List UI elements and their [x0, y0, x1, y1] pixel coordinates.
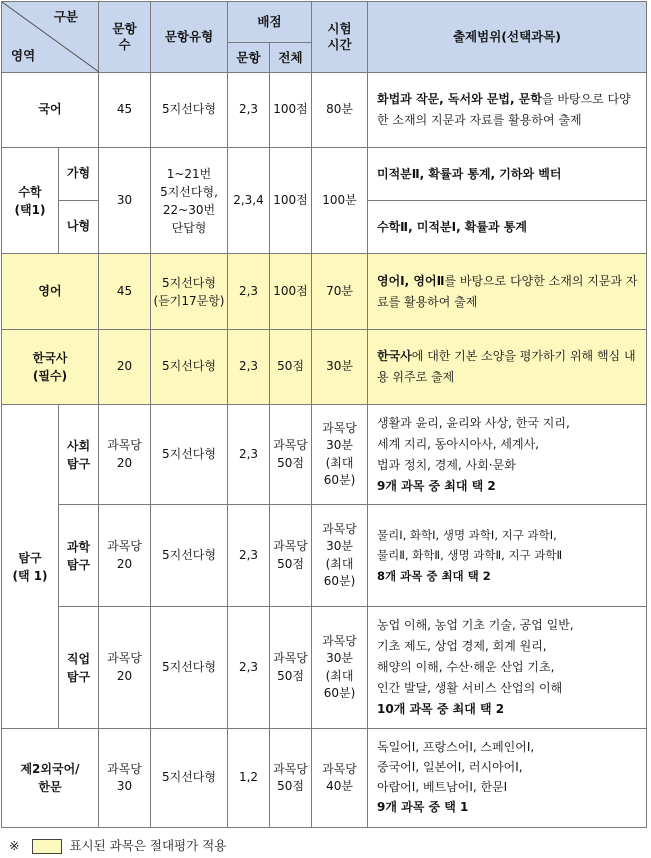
vocational-scope-rule: 10개 과목 중 최대 택 2 [377, 702, 505, 716]
science-scope-subjects: 물리Ⅰ, 화학Ⅰ, 생명 과학Ⅰ, 지구 과학Ⅰ, 물리Ⅱ, 화학Ⅱ, 생명 과학Ⅱ, 지구 과학Ⅱ [377, 528, 563, 563]
english-num: 45 [99, 254, 151, 330]
vocational-scope-subjects: 농업 이해, 농업 기초 기술, 공업 일반, 기초 제도, 상업 경제, 회계 원리, 해양의 이해, 수산·해운 산업 기초, 인간 발달, 생활 서비스 산업의 이해 [377, 618, 574, 695]
history-time: 30분 [312, 330, 368, 405]
history-scope [368, 330, 647, 405]
korean-type: 5지선다형 [151, 73, 228, 148]
english-type: 5지선다형 (듣기17문항) [151, 254, 228, 330]
foreign-scope-subjects: 독일어Ⅰ, 프랑스어Ⅰ, 스페인어Ⅰ, 중국어Ⅰ, 일본어Ⅰ, 러시아어Ⅰ, 아랍어Ⅰ, 베트남어Ⅰ, 한문Ⅰ [377, 740, 535, 794]
category-label: 구분 [53, 9, 78, 24]
math-area: 수학 (택1) [2, 148, 59, 254]
foreign-total: 과목당 50점 [270, 729, 312, 828]
highlight-swatch [32, 839, 62, 854]
math-type: 1~21번 5지선다형, 22~30번 단답형 [151, 148, 228, 254]
foreign-per: 1,2 [228, 729, 270, 828]
math-ga-scope: 미적분Ⅱ, 확률과 통계, 기하와 벡터 [368, 148, 647, 201]
korean-num: 45 [99, 73, 151, 148]
math-num: 30 [99, 148, 151, 254]
math-ga-label: 가형 [59, 148, 99, 201]
vocational-type: 5지선다형 [151, 607, 228, 729]
footnote [9, 836, 226, 854]
english-area: 영어 [2, 254, 99, 330]
history-area: 한국사 (필수) [2, 330, 99, 405]
social-per: 2,3 [228, 405, 270, 505]
math-total: 100점 [270, 148, 312, 254]
history-scope-text: 에 대한 기본 소양을 평가하기 위해 핵심 내용 위주로 출제 [377, 349, 636, 384]
category-area-header [2, 2, 99, 73]
exam-structure-table [1, 1, 647, 828]
english-per: 2,3 [228, 254, 270, 330]
korean-scope-text: 을 바탕으로 다양한 소재의 지문과 자료를 활용하여 출제 [377, 92, 631, 127]
vocational-num: 과목당 20 [99, 607, 151, 729]
points-per-item-header: 문항 [228, 43, 270, 73]
science-total: 과목당 50점 [270, 505, 312, 607]
points-total-header: 전체 [270, 43, 312, 73]
science-per: 2,3 [228, 505, 270, 607]
math-na-scope: 수학Ⅱ, 미적분Ⅰ, 확률과 통계 [368, 201, 647, 254]
science-num: 과목당 20 [99, 505, 151, 607]
social-total: 과목당 50점 [270, 405, 312, 505]
area-label: 영역 [11, 48, 36, 63]
vocational-time: 과목당 30분 (최대 60분) [312, 607, 368, 729]
social-label: 사회 탐구 [59, 405, 99, 505]
math-per: 2,3,4 [228, 148, 270, 254]
korean-per: 2,3 [228, 73, 270, 148]
vocational-per: 2,3 [228, 607, 270, 729]
korean-time: 80분 [312, 73, 368, 148]
english-scope-subjects: 영어Ⅰ, 영어Ⅱ [377, 273, 445, 288]
vocational-total: 과목당 50점 [270, 607, 312, 729]
foreign-scope [368, 729, 647, 828]
vocational-scope [368, 607, 647, 729]
footnote-mark: ※ [9, 838, 20, 853]
history-num: 20 [99, 330, 151, 405]
history-total: 50점 [270, 330, 312, 405]
item-type-header: 문항유형 [151, 2, 228, 73]
science-time: 과목당 30분 (최대 60분) [312, 505, 368, 607]
english-time: 70분 [312, 254, 368, 330]
korean-total: 100점 [270, 73, 312, 148]
social-scope [368, 405, 647, 505]
korean-scope [368, 73, 647, 148]
foreign-time: 과목당 40분 [312, 729, 368, 828]
foreign-type: 5지선다형 [151, 729, 228, 828]
english-scope-text: 를 바탕으로 다양한 소재의 지문과 자료를 활용하여 출제 [377, 273, 638, 309]
scope-header: 출제범위(선택과목) [368, 2, 647, 73]
social-num: 과목당 20 [99, 405, 151, 505]
english-scope [368, 254, 647, 330]
korean-area: 국어 [2, 73, 99, 148]
vocational-label: 직업 탐구 [59, 607, 99, 729]
social-scope-rule: 9개 과목 중 최대 택 2 [377, 478, 496, 493]
history-per: 2,3 [228, 330, 270, 405]
korean-scope-subjects: 화법과 작문, 독서와 문법, 문학 [377, 92, 542, 106]
science-label: 과학 탐구 [59, 505, 99, 607]
math-time: 100분 [312, 148, 368, 254]
exam-time-header: 시험 시간 [312, 2, 368, 73]
english-total: 100점 [270, 254, 312, 330]
foreign-area: 제2외국어/ 한문 [2, 729, 99, 828]
social-scope-subjects: 생활과 윤리, 윤리와 사상, 한국 지리, 세계 지리, 동아시아사, 세계사, 법과 정치, 경제, 사회·문화 [377, 415, 570, 472]
num-items-header: 문항 수 [99, 2, 151, 73]
science-scope [368, 505, 647, 607]
social-time: 과목당 30분 (최대 60분) [312, 405, 368, 505]
social-type: 5지선다형 [151, 405, 228, 505]
footnote-text: 표시된 과목은 절대평가 적용 [69, 838, 227, 853]
history-type: 5지선다형 [151, 330, 228, 405]
history-scope-subjects: 한국사 [377, 349, 412, 363]
math-na-label: 나형 [59, 201, 99, 254]
foreign-num: 과목당 30 [99, 729, 151, 828]
science-scope-rule: 8개 과목 중 최대 택 2 [377, 568, 491, 583]
inquiry-area: 탐구 (택 1) [2, 405, 59, 729]
points-header: 배점 [228, 2, 312, 43]
foreign-scope-rule: 9개 과목 중 택 1 [377, 799, 469, 814]
science-type: 5지선다형 [151, 505, 228, 607]
